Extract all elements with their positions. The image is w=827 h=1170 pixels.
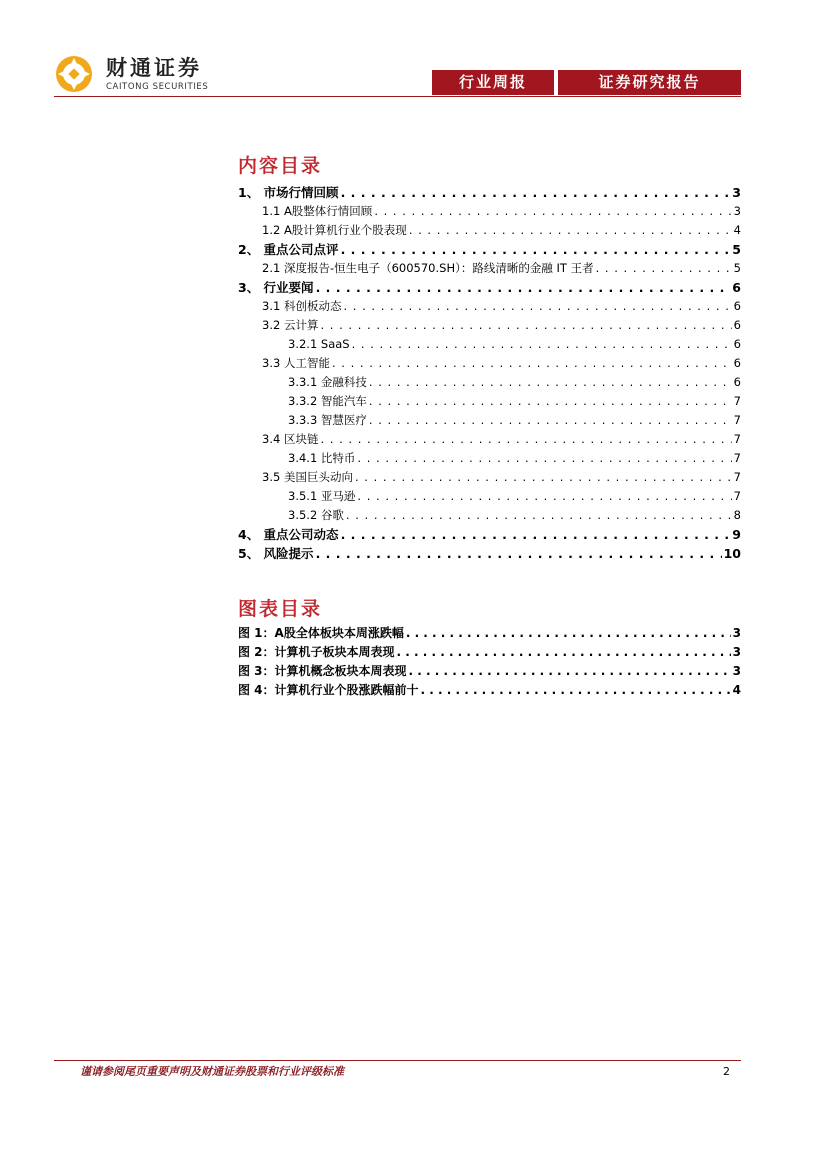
toc-item[interactable]: 3.1 科创板动态 . . . 6 — [238, 297, 741, 316]
toc-item[interactable]: 3.3.3 智慧医疗 . . . 7 — [238, 411, 741, 430]
footer-disclaimer: 谨请参阅尾页重要声明及财通证券股票和行业评级标准 — [80, 1065, 344, 1078]
toc-item[interactable]: 1.1 A股整体行情回顾 . . . 3 — [238, 202, 741, 221]
toc-item[interactable]: 3.5 美国巨头动向 . . . 7 — [238, 468, 741, 487]
toc-item[interactable]: 3.3.1 金融科技 . . . 6 — [238, 373, 741, 392]
caitong-logo-icon — [54, 54, 94, 94]
toc-item[interactable]: 3.2.1 SaaS . . . 6 — [238, 335, 741, 354]
report-category-tag: 证券研究报告 — [558, 70, 741, 95]
toc-list — [238, 183, 741, 563]
toc-item[interactable]: 3.3.2 智能汽车 . . . 7 — [238, 392, 741, 411]
toc-item[interactable]: 3.3 人工智能 . . . 6 — [238, 354, 741, 373]
figure-item[interactable]: 图 1：A股全体板块本周涨跌幅 . . . 3 — [238, 624, 741, 643]
logo-english-name: CAITONG SECURITIES — [106, 82, 209, 92]
figure-item[interactable]: 图 2：计算机子板块本周表现 . . . 3 — [238, 643, 741, 662]
toc-item[interactable]: 3.2 云计算 . . . 6 — [238, 316, 741, 335]
company-logo — [54, 54, 234, 96]
toc-item[interactable]: 4、 重点公司动态 . . . 9 — [238, 525, 741, 544]
toc-item[interactable]: 3.5.1 亚马逊 . . . 7 — [238, 487, 741, 506]
toc-item[interactable]: 5、 风险提示 . . . 10 — [238, 544, 741, 563]
figure-item[interactable]: 图 3：计算机概念板块本周表现 . . . 3 — [238, 662, 741, 681]
logo-chinese-name: 财通证券 — [106, 56, 202, 80]
report-type-tag: 行业周报 — [432, 70, 554, 95]
header-divider — [54, 96, 741, 97]
figure-item[interactable]: 图 4：计算机行业个股涨跌幅前十 . . . 4 — [238, 681, 741, 700]
toc-item[interactable]: 1、 市场行情回顾 . . . 3 — [238, 183, 741, 202]
footer-divider — [54, 1060, 741, 1061]
toc-item[interactable]: 3.4 区块链 . . . 7 — [238, 430, 741, 449]
toc-item[interactable]: 1.2 A股计算机行业个股表现 . . . 4 — [238, 221, 741, 240]
toc-title: 内容目录 — [238, 155, 323, 177]
toc-item[interactable]: 3.5.2 谷歌 . . . 8 — [238, 506, 741, 525]
figures-title: 图表目录 — [238, 598, 323, 620]
figures-list — [238, 624, 741, 700]
page-number: 2 — [723, 1065, 730, 1078]
toc-item[interactable]: 3、 行业要闻 . . . 6 — [238, 278, 741, 297]
toc-item[interactable]: 2、 重点公司点评 . . . 5 — [238, 240, 741, 259]
toc-item[interactable]: 3.4.1 比特币 . . . 7 — [238, 449, 741, 468]
toc-item[interactable]: 2.1 深度报告-恒生电子（600570.SH）：路线清晰的金融 IT 王者 . . . 5 — [238, 259, 741, 278]
